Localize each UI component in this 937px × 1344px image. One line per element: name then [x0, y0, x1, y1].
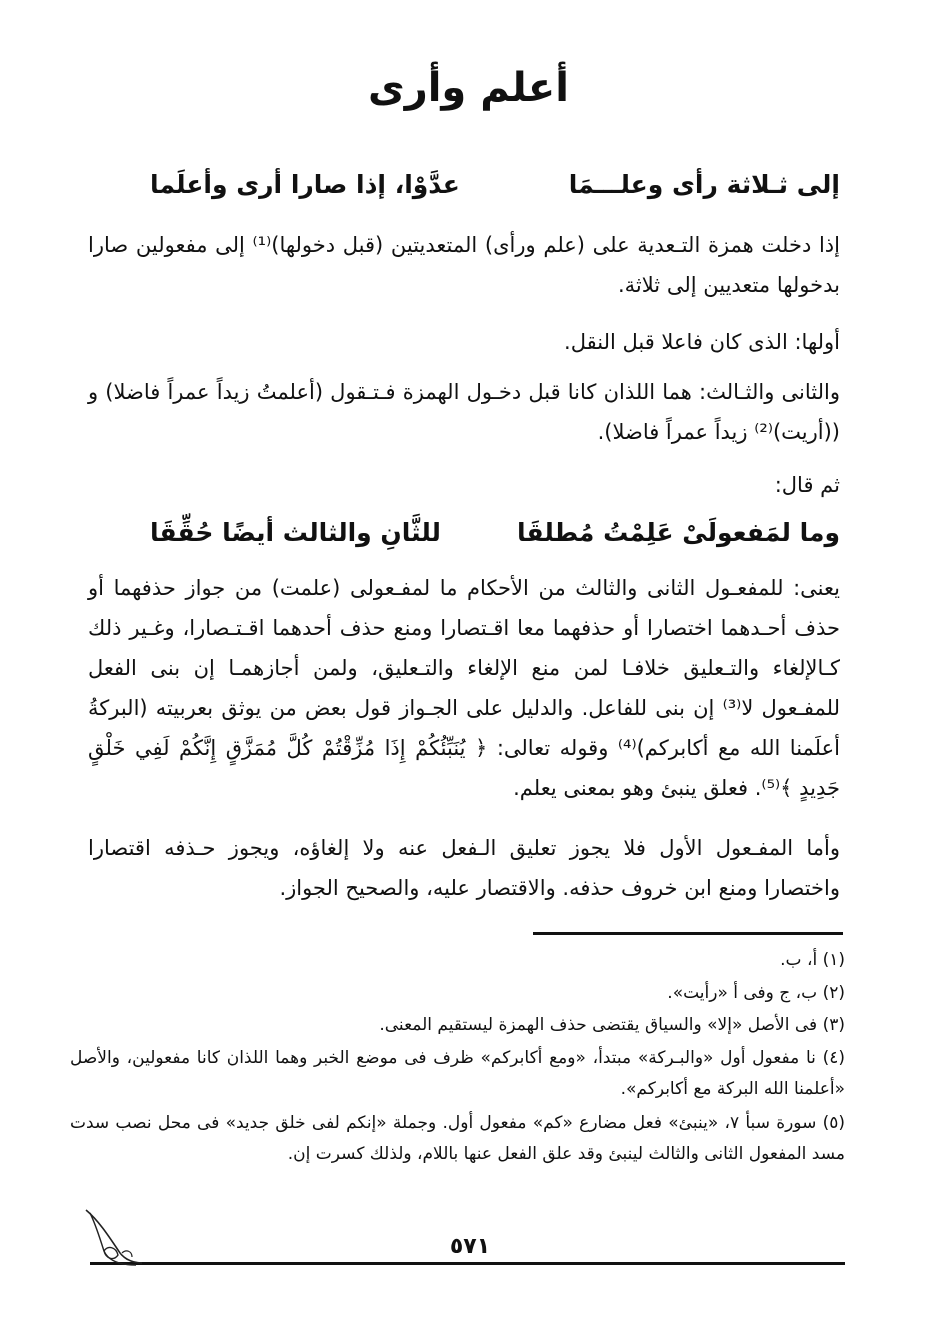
paragraph-1: إذا دخلت همزة التـعدية على (علم ورأى) المتعديتين (قبل دخولها)⁽¹⁾ إلى مفعولين صارا بدخولها متعديين إلى ثلاثة.: [88, 233, 840, 297]
footnote-5: (٥) سورة سبأ ٧، «ينبئ» فعل مضارع «كم» مفعول أول. وجملة «إنكم لفى خلق جديد» فى محل نصب سدت مسد المفعول الثانى والثالث لينبئ وقد علق الفعل عنها باللام، ولذلك كسرت إن.: [70, 1113, 845, 1164]
verse-1-first-hemistich: إلى ثـلاثة رأى وعلـــمَا: [568, 170, 840, 199]
page-title: أعلم وأرى: [368, 65, 569, 111]
page-number: ٥٧١: [449, 1234, 491, 1259]
footnote-separator: [533, 932, 843, 935]
paragraph-6: وأما المفـعول الأول فلا يجوز تعليق الـفعل عنه ولا إلغاؤه، ويجوز حـذفه اقتصارا واختصارا ومنع ابن خروف حذفه. والاقتصار عليه، والصحيح الجواز.: [88, 836, 840, 900]
footer-rule: [90, 1262, 845, 1265]
paragraph-5: يعنى: للمفعـول الثانى والثالث من الأحكام ما لمفـعولى (علمت) من جواز حذفهما أو حذف أحـدهما اختصارا أو حذفهما معا اقـتصارا ومنع حذف أحدهما اقـتـصارا، وغـير ذلك كـالإلغاء والتـعليق خلافـا لمن منع الإلغاء والتـعليق، ولمن أجازهمـا إن بنى الفعل للمفـعول لا⁽³⁾ إن بنى للفاعل. والدليل على الجـواز قول بعض من يوثق بعربيته (البركةُ أعلَمنا الله مع أكابركم)⁽⁴⁾ وقوله تعالى: ﴿ يُنَبِّئُكُمْ إِذَا مُزِّقْتُمْ كُلَّ مُمَزَّقٍ إِنَّكُمْ لَفِي خَلْقٍ جَدِيدٍ ﴾⁽⁵⁾. فعلق ينبئ وهو بمعنى يعلم.: [88, 576, 840, 800]
paragraph-3: والثانى والثـالث: هما اللذان كانا قبل دخـول الهمزة فـتـقول (أعلمتُ زيداً عمراً فاضلا) و ((أريت)⁽²⁾ زيداً عمراً فاضلا).: [88, 380, 840, 444]
verse-line-1: [150, 170, 840, 210]
footnote-3: (٣) فى الأصل «إلا» والسياق يقتضى حذف الهمزة ليستقيم المعنى.: [379, 1015, 845, 1035]
pen-scribble-icon: [78, 1205, 148, 1270]
verse-1-second-hemistich: عدَّوْا، إذا صارا أرى وأعلَما: [150, 170, 460, 199]
verse-2-second-hemistich: للثَّانِ والثالث أيضًا حُقِّقَا: [150, 518, 441, 547]
paragraph-4: ثم قال:: [774, 473, 840, 497]
footnote-1: (١) أ، ب.: [780, 950, 845, 970]
paragraph-2: أولها: الذى كان فاعلا قبل النقل.: [564, 330, 840, 354]
verse-2-first-hemistich: وما لمَفعولَىْ عَلِمْتُ مُطلقَا: [516, 518, 840, 547]
footnote-2: (٢) ب، ج وفى أ «رأيت».: [667, 983, 845, 1003]
verse-line-2: [150, 518, 840, 558]
footnote-4: (٤) نا مفعول أول «والبـركة» مبتدأ، «ومع أكابركم» ظرف فى موضع الخبر وهما اللذان كانا مفعولين، والأصل «أعلمنا الله البركة مع أكابركم».: [70, 1048, 845, 1099]
